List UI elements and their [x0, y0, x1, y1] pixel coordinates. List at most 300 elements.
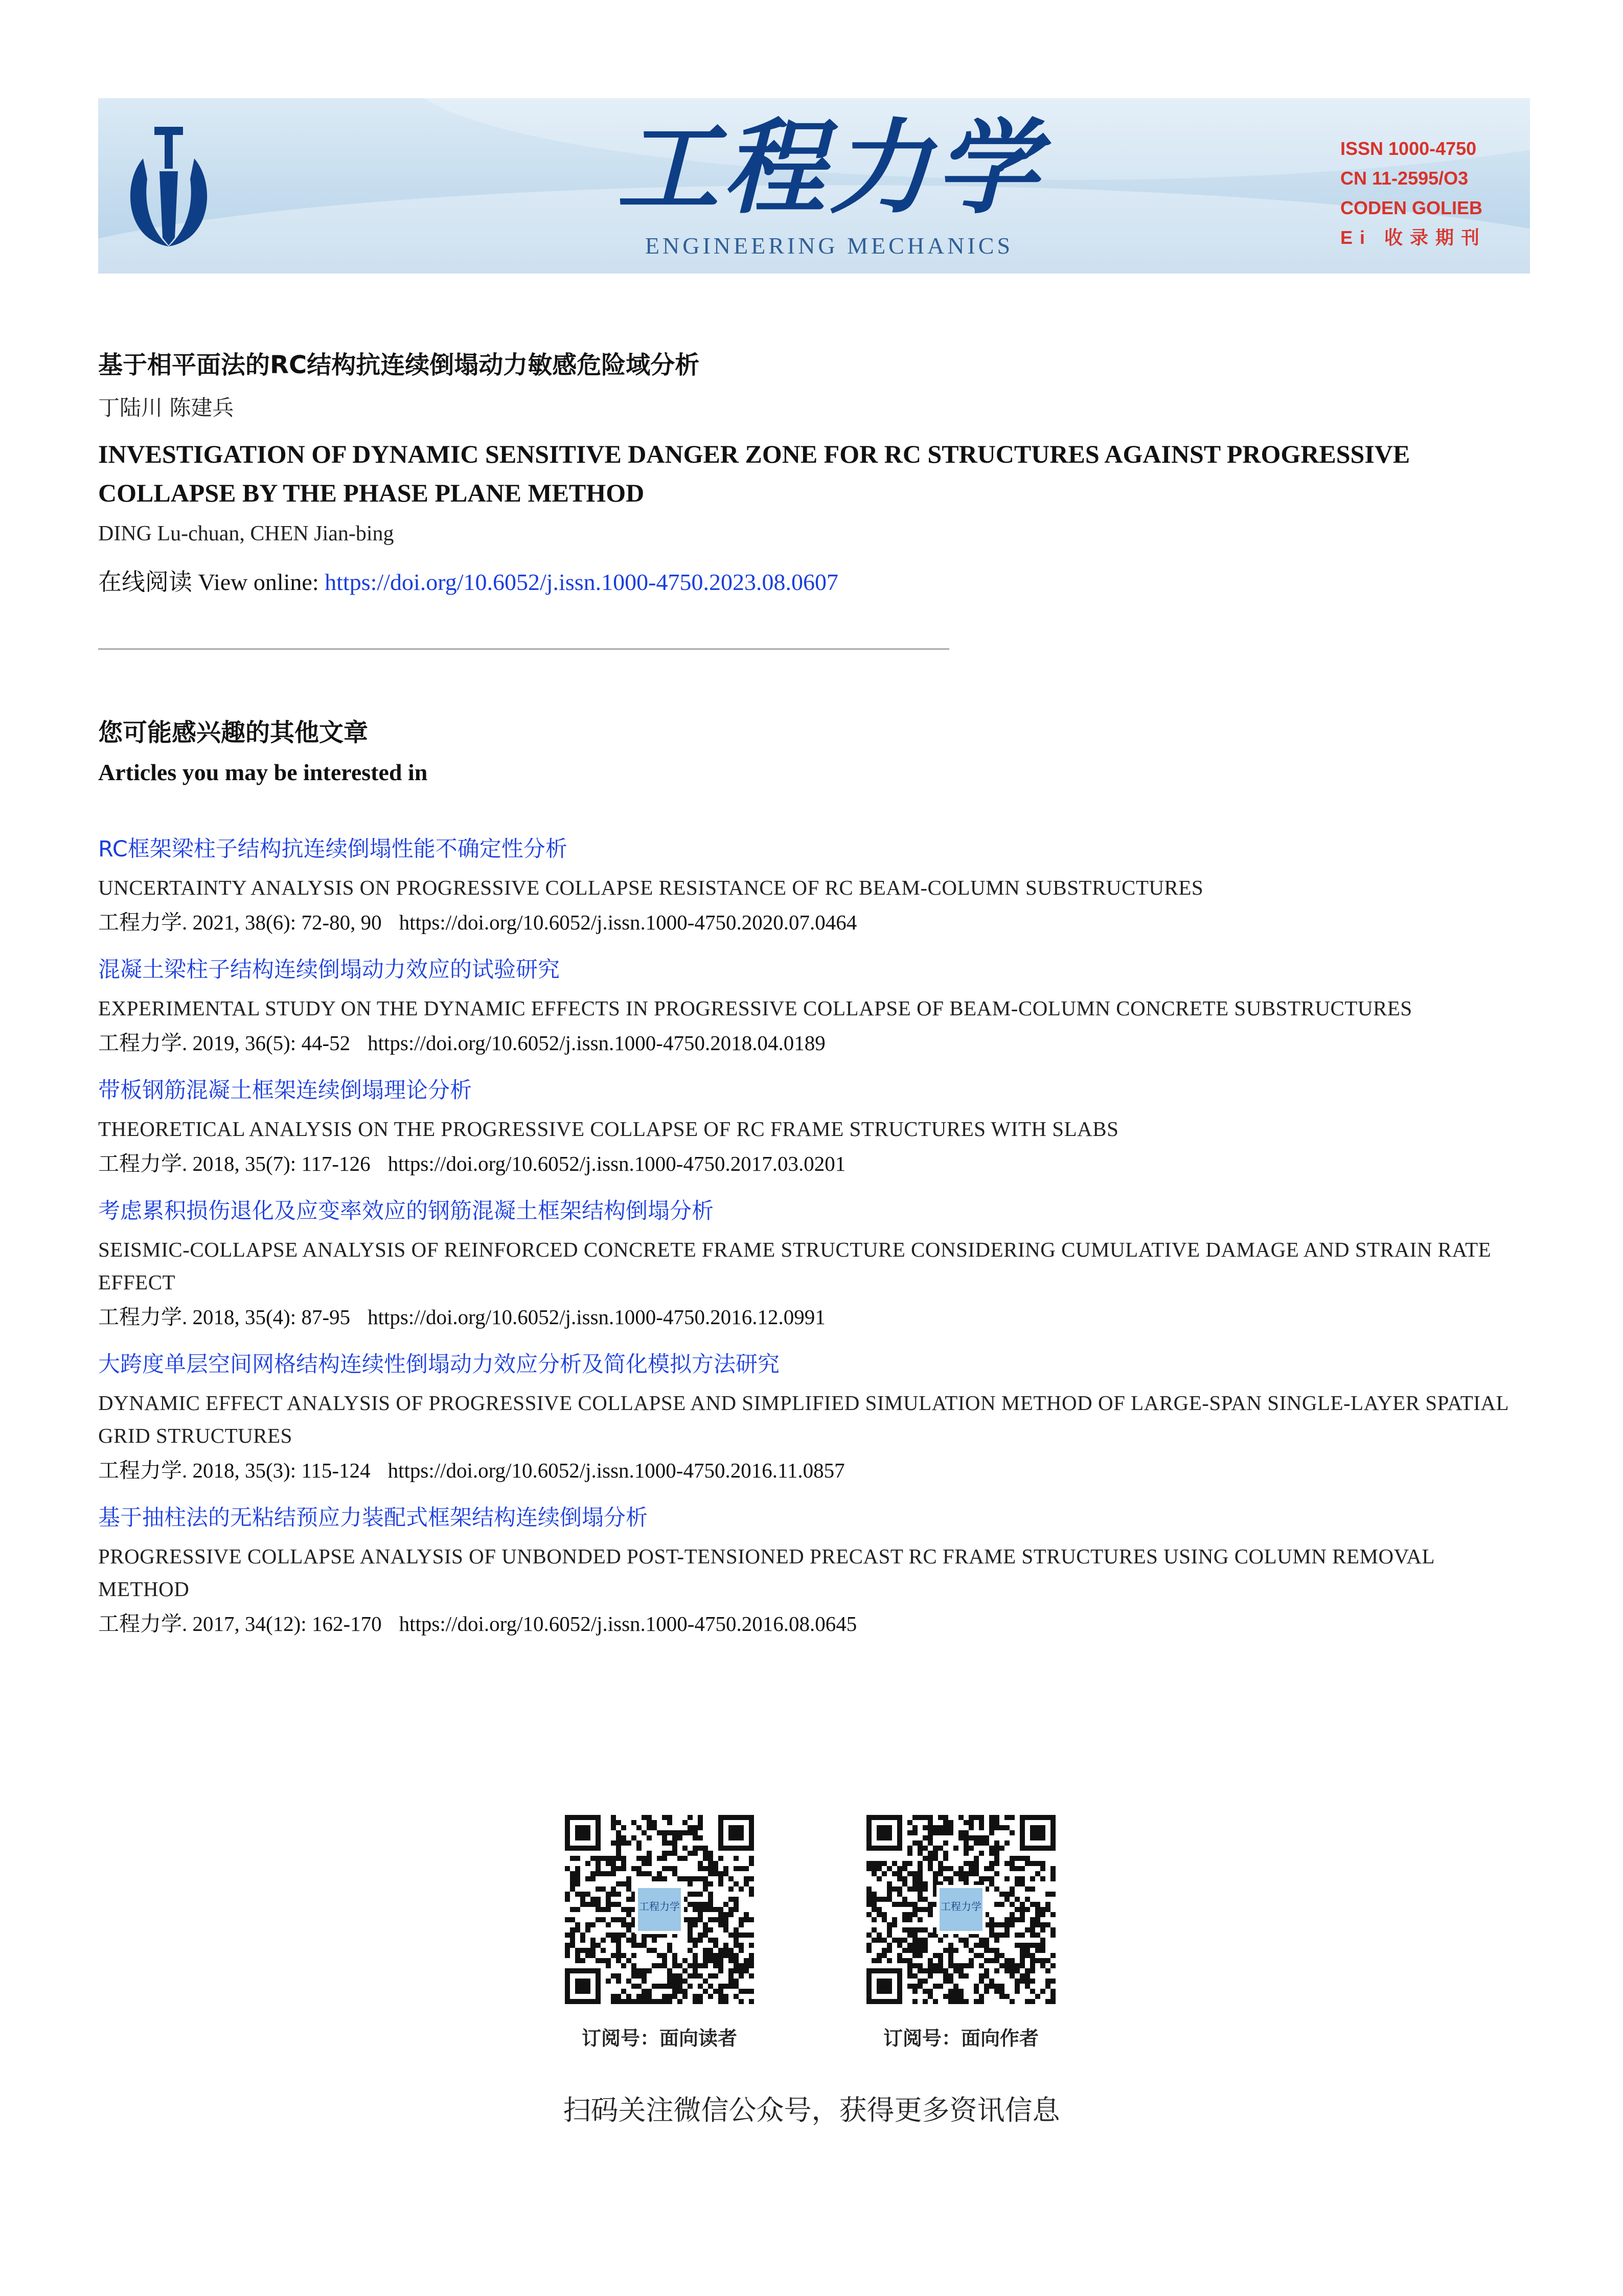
qr-module [708, 1917, 713, 1922]
qr-module [647, 1994, 652, 1999]
qr-module [907, 1963, 912, 1968]
qr-module [866, 1943, 872, 1948]
qr-module [672, 1835, 677, 1840]
related-doi[interactable]: https://doi.org/10.6052/j.issn.1000-4750.2018.04.0189 [368, 1031, 826, 1055]
qr-module [933, 1825, 938, 1830]
qr-module [882, 1938, 887, 1943]
article-authors-cn: 丁陆川 陈建兵 [98, 395, 234, 420]
qr-module [596, 1861, 601, 1866]
qr-module [667, 1840, 672, 1846]
qr-module [739, 1933, 744, 1938]
qr-module [979, 1938, 984, 1943]
related-doi[interactable]: https://doi.org/10.6052/j.issn.1000-4750.2016.08.0645 [399, 1612, 857, 1635]
qr-module [565, 1933, 570, 1938]
qr-module [979, 1973, 984, 1979]
qr-module [958, 1938, 964, 1943]
qr-module [887, 1948, 892, 1953]
qr-module [708, 1851, 713, 1856]
qr-module [575, 1881, 580, 1886]
related-citation [98, 904, 1529, 941]
qr-module [928, 1912, 933, 1917]
qr-module [1025, 1968, 1030, 1973]
related-title-en: DYNAMIC EFFECT ANALYSIS OF PROGRESSIVE COLLAPSE AND SIMPLIFIED SIMULATION METHOD OF LARGE-SPAN SINGLE-LAYER SPATIAL GRID STRUCTURES [98, 1391, 1508, 1447]
qr-module [631, 1835, 636, 1840]
qr-module [713, 1963, 718, 1968]
qr-module [948, 1948, 953, 1953]
qr-module [672, 1953, 677, 1958]
qr-module [585, 1876, 590, 1881]
qr-module [708, 1892, 713, 1897]
qr-module [1040, 1922, 1045, 1927]
qr-module [866, 1912, 872, 1917]
qr-module [606, 1902, 611, 1907]
qr-module [662, 1856, 667, 1861]
qr-module [1015, 1943, 1020, 1948]
qr-module [723, 1922, 728, 1927]
qr-module [943, 1851, 948, 1856]
qr-module [734, 1902, 739, 1907]
qr-module [1040, 1866, 1045, 1871]
qr-module [682, 1820, 688, 1825]
qr-module [897, 1892, 902, 1897]
qr-module [912, 1881, 918, 1886]
qr-module [570, 1871, 575, 1876]
qr-module [718, 1876, 723, 1881]
qr-module [999, 1963, 1004, 1968]
qr-module [677, 1963, 682, 1968]
qr-module [708, 1938, 713, 1943]
qr-module [642, 1871, 647, 1876]
qr-module [989, 1851, 994, 1856]
qr-module [933, 1846, 938, 1851]
related-title-link[interactable]: 基于抽柱法的无粘结预应力装配式框架结构连续倒塌分析 [98, 1505, 648, 1531]
qr-module [1025, 1953, 1030, 1958]
qr-module [953, 1989, 958, 1994]
qr-module [621, 1933, 626, 1938]
qr-module [626, 1907, 631, 1912]
qr-module [938, 1846, 943, 1851]
qr-module [682, 1994, 688, 1999]
related-citation [98, 1025, 1529, 1061]
qr-module [616, 1846, 621, 1851]
qr-module [575, 1948, 580, 1953]
qr-module [693, 1958, 698, 1963]
qr-module [728, 1979, 734, 1984]
qr-module [912, 1886, 918, 1892]
article-title-en: INVESTIGATION OF DYNAMIC SENSITIVE DANGER ZONE FOR RC STRUCTURES AGAINST PROGRESSIVE COLLAPSE BY THE PHASE PLANE METHOD [98, 440, 1410, 507]
qr-module [575, 1958, 580, 1963]
qr-module [1010, 1973, 1015, 1979]
qr-module [974, 1866, 979, 1871]
qr-module [907, 1943, 912, 1948]
qr-reader-caption: 订阅号：面向读者 [581, 2027, 737, 2050]
qr-module [596, 1856, 601, 1861]
qr-module [1010, 1999, 1015, 2004]
qr-module [636, 1871, 642, 1876]
qr-module [667, 1820, 672, 1825]
qr-module [718, 1989, 723, 1994]
qr-module [642, 1856, 647, 1861]
qr-finder [877, 1825, 892, 1840]
qr-module [989, 1866, 994, 1871]
qr-module [580, 1948, 585, 1953]
qr-module [928, 1815, 933, 1820]
qr-module [943, 1876, 948, 1881]
list-item [98, 1195, 1529, 1335]
qr-module [744, 1963, 749, 1968]
qr-module [626, 1999, 631, 2004]
qr-module [877, 1876, 882, 1881]
qr-module [596, 1943, 601, 1948]
qr-finder [575, 1979, 590, 1994]
qr-module [984, 1948, 989, 1953]
qr-module [912, 1871, 918, 1876]
qr-module [744, 1968, 749, 1973]
qr-module [703, 1933, 708, 1938]
qr-module [1030, 1979, 1035, 1984]
qr-module [570, 1933, 575, 1938]
qr-module [590, 1922, 596, 1927]
qr-module [989, 1881, 994, 1886]
qr-module [948, 1958, 953, 1963]
related-title-en: EXPERIMENTAL STUDY ON THE DYNAMIC EFFECTS IN PROGRESSIVE COLLAPSE OF BEAM-COLUMN CONCRETE SUBSTRUCTURES [98, 996, 1412, 1020]
related-heading-en: Articles you may be interested in [98, 759, 428, 785]
qr-module [1015, 1876, 1020, 1881]
qr-module [887, 1881, 892, 1886]
qr-module [565, 1943, 570, 1948]
qr-module [974, 1943, 979, 1948]
qr-module [693, 1938, 698, 1943]
related-title-link[interactable]: 带板钢筋混凝土框架连续倒塌理论分析 [98, 1078, 472, 1103]
related-title-en: UNCERTAINTY ANALYSIS ON PROGRESSIVE COLLAPSE RESISTANCE OF RC BEAM-COLUMN SUBSTRUCTURES [98, 876, 1204, 899]
qr-module [667, 1830, 672, 1835]
qr-module [616, 1820, 621, 1825]
qr-module [866, 1933, 872, 1938]
qr-module [989, 1820, 994, 1825]
qr-module [667, 1994, 672, 1999]
qr-module [647, 1861, 652, 1866]
qr-module [882, 1953, 887, 1958]
related-doi[interactable]: https://doi.org/10.6052/j.issn.1000-4750.2017.03.0201 [387, 1152, 846, 1175]
qr-module [953, 1963, 958, 1968]
qr-module [907, 1871, 912, 1876]
qr-module [897, 1876, 902, 1881]
qr-module [693, 1973, 698, 1979]
qr-module [606, 1861, 611, 1866]
qr-module [626, 1994, 631, 1999]
qr-module [734, 1979, 739, 1984]
qr-module [698, 1902, 703, 1907]
related-title-link[interactable]: 大跨度单层空间网格结构连续性倒塌动力效应分析及简化模拟方法研究 [98, 1352, 780, 1377]
qr-module [999, 1892, 1004, 1897]
qr-module [611, 1825, 616, 1830]
qr-finder [575, 1825, 590, 1840]
qr-module [718, 1984, 723, 1989]
qr-module [708, 1973, 713, 1979]
qr-module [616, 1835, 621, 1840]
qr-module [698, 1938, 703, 1943]
qr-module [984, 1973, 989, 1979]
qr-module [677, 1973, 682, 1979]
qr-module [667, 1979, 672, 1984]
qr-module [994, 1968, 999, 1973]
qr-module [872, 1897, 877, 1902]
qr-module [749, 1973, 754, 1979]
qr-module [999, 1846, 1004, 1851]
qr-module [570, 1938, 575, 1943]
qr-module [723, 1984, 728, 1989]
qr-module [923, 1999, 928, 2004]
qr-module [708, 1861, 713, 1866]
qr-module [964, 1938, 969, 1943]
qr-module [928, 1856, 933, 1861]
qr-module [969, 1963, 974, 1968]
qr-module [688, 1963, 693, 1968]
related-title-link[interactable]: 考虑累积损伤退化及应变率效应的钢筋混凝土框架结构倒塌分析 [98, 1198, 714, 1224]
qr-module [1004, 1963, 1010, 1968]
qr-module [1045, 1979, 1050, 1984]
qr-module [749, 1892, 754, 1897]
qr-module [912, 1912, 918, 1917]
qr-module [642, 1830, 647, 1835]
qr-module [616, 1856, 621, 1861]
qr-module [933, 1851, 938, 1856]
qr-module [713, 1953, 718, 1958]
qr-module [989, 1876, 994, 1881]
qr-module [969, 1958, 974, 1963]
qr-module [1010, 1861, 1015, 1866]
qr-module [585, 1902, 590, 1907]
qr-module [575, 1907, 580, 1912]
qr-module [969, 1866, 974, 1871]
qr-module [611, 1999, 616, 2004]
qr-module [631, 1963, 636, 1968]
qr-module [734, 1907, 739, 1912]
qr-module [928, 1968, 933, 1973]
qr-module [596, 1871, 601, 1876]
qr-module [1045, 1922, 1050, 1927]
qr-module [570, 1876, 575, 1881]
qr-module [964, 1963, 969, 1968]
qr-module [626, 1912, 631, 1917]
article-doi-link[interactable]: https://doi.org/10.6052/j.issn.1000-4750.2023.08.0607 [325, 569, 838, 595]
qr-module [565, 1953, 570, 1958]
qr-module [1004, 1825, 1010, 1830]
qr-module [606, 1979, 611, 1984]
qr-module [739, 1989, 744, 1994]
qr-module [652, 1984, 657, 1989]
qr-module [902, 1958, 907, 1963]
qr-module [918, 1953, 923, 1958]
qr-module [969, 1815, 974, 1820]
qr-module [693, 1825, 698, 1830]
qr-module [703, 1922, 708, 1927]
qr-module [918, 1866, 923, 1871]
qr-module [621, 1922, 626, 1927]
qr-module [688, 1902, 693, 1907]
qr-module [938, 1963, 943, 1968]
qr-module [1015, 1963, 1020, 1968]
qr-module [672, 1989, 677, 1994]
qr-module [1020, 1933, 1025, 1938]
qr-module [953, 1948, 958, 1953]
qr-module [1025, 1943, 1030, 1948]
qr-module [1025, 1948, 1030, 1953]
related-doi[interactable]: https://doi.org/10.6052/j.issn.1000-4750.2016.11.0857 [387, 1459, 845, 1482]
qr-module [923, 1943, 928, 1948]
qr-module [897, 1938, 902, 1943]
qr-module [657, 1999, 662, 2004]
qr-module [642, 1815, 647, 1820]
qr-module [703, 1907, 708, 1912]
qr-module [749, 1999, 754, 2004]
qr-module [749, 1963, 754, 1968]
qr-module [611, 1892, 616, 1897]
qr-module [606, 1907, 611, 1912]
qr-module [948, 1994, 953, 1999]
qr-module [912, 1984, 918, 1989]
qr-module [958, 1815, 964, 1820]
qr-module [938, 1871, 943, 1876]
qr-module [596, 1958, 601, 1963]
qr-module [570, 1943, 575, 1948]
related-title-link[interactable]: RC框架梁柱子结构抗连续倒塌性能不确定性分析 [98, 836, 567, 862]
qr-module [682, 1958, 688, 1963]
qr-module [907, 1830, 912, 1835]
qr-module [703, 1953, 708, 1958]
qr-module [570, 1927, 575, 1933]
view-online [98, 563, 838, 597]
qr-module [693, 1953, 698, 1958]
qr-module [1030, 1933, 1035, 1938]
qr-module [958, 1876, 964, 1881]
qr-module [902, 1866, 907, 1871]
qr-module [892, 1886, 897, 1892]
qr-module [897, 1866, 902, 1871]
qr-module [667, 1999, 672, 2004]
qr-module [974, 1989, 979, 1994]
qr-module [892, 1871, 897, 1876]
qr-module [958, 1871, 964, 1876]
qr-module [708, 1953, 713, 1958]
related-title-link[interactable]: 混凝土梁柱子结构连续倒塌动力效应的试验研究 [98, 957, 560, 983]
qr-module [1045, 1968, 1050, 1973]
qr-module [677, 1979, 682, 1984]
qr-module [1015, 1881, 1020, 1886]
qr-module [606, 1897, 611, 1902]
qr-module [723, 1943, 728, 1948]
qr-module [1020, 1948, 1025, 1953]
qr-module [979, 1963, 984, 1968]
qr-module [718, 1922, 723, 1927]
related-doi[interactable]: https://doi.org/10.6052/j.issn.1000-4750.2020.07.0464 [399, 911, 857, 934]
qr-module [616, 1866, 621, 1871]
qr-module [688, 1830, 693, 1835]
qr-module [1020, 1973, 1025, 1979]
qr-module [984, 1958, 989, 1963]
qr-module [739, 1999, 744, 2004]
qr-module [611, 1933, 616, 1938]
qr-module [652, 1963, 657, 1968]
qr-module [698, 1861, 703, 1866]
qr-module [723, 1902, 728, 1907]
qr-module [943, 1948, 948, 1953]
qr-module [657, 1856, 662, 1861]
qr-module [1035, 1948, 1040, 1953]
qr-module [928, 1866, 933, 1871]
qr-module [611, 1871, 616, 1876]
qr-module [662, 1958, 667, 1963]
qr-module [1050, 1933, 1056, 1938]
citation-text: 工程力学. 2021, 38(6): 72-80, 90 [98, 911, 382, 934]
qr-module [621, 1917, 626, 1922]
qr-module [1030, 1989, 1035, 1994]
qr-module [688, 1933, 693, 1938]
qr-module [994, 1871, 999, 1876]
citation-text: 工程力学. 2018, 35(4): 87-95 [98, 1305, 351, 1329]
qr-module [606, 1963, 611, 1968]
qr-module [636, 1984, 642, 1989]
qr-module [994, 1851, 999, 1856]
qr-module [912, 1840, 918, 1846]
qr-module [631, 1973, 636, 1979]
qr-module [636, 1943, 642, 1948]
qr-module [943, 1968, 948, 1973]
qr-module [703, 1958, 708, 1963]
qr-module [923, 1968, 928, 1973]
qr-module [1020, 1881, 1025, 1886]
qr-module [1050, 1989, 1056, 1994]
cn-number: CN 11-2595/O3 [1340, 168, 1469, 189]
qr-module [969, 1861, 974, 1866]
qr-module [708, 1948, 713, 1953]
qr-module [708, 1927, 713, 1933]
qr-module [744, 1933, 749, 1938]
qr-module [948, 1979, 953, 1984]
qr-module [708, 1871, 713, 1876]
related-doi[interactable]: https://doi.org/10.6052/j.issn.1000-4750.2016.12.0991 [368, 1305, 826, 1329]
qr-module [897, 1886, 902, 1892]
qr-module [943, 1856, 948, 1861]
qr-module [575, 1953, 580, 1958]
qr-module [1025, 1897, 1030, 1902]
qr-module [713, 1917, 718, 1922]
qr-module [698, 1892, 703, 1897]
qr-module [713, 1943, 718, 1948]
qr-module [948, 1963, 953, 1968]
qr-module [892, 1902, 897, 1907]
qr-module [938, 1830, 943, 1835]
qr-module [621, 1907, 626, 1912]
coden: CODEN GOLIEB [1340, 197, 1483, 218]
qr-module [621, 1866, 626, 1871]
qr-module [677, 1856, 682, 1861]
qr-module [703, 1979, 708, 1984]
qr-module [994, 1846, 999, 1851]
qr-module [723, 1866, 728, 1871]
qr-module [1010, 1886, 1015, 1892]
qr-module [1025, 1973, 1030, 1979]
qr-module [647, 1856, 652, 1861]
qr-module [1050, 1994, 1056, 1999]
qr-module [958, 1835, 964, 1840]
qr-module [933, 1876, 938, 1881]
qr-module [1040, 1938, 1045, 1943]
qr-module [575, 1927, 580, 1933]
qr-module [642, 1994, 647, 1999]
related-citation [98, 1145, 1529, 1182]
qr-module [596, 1902, 601, 1907]
